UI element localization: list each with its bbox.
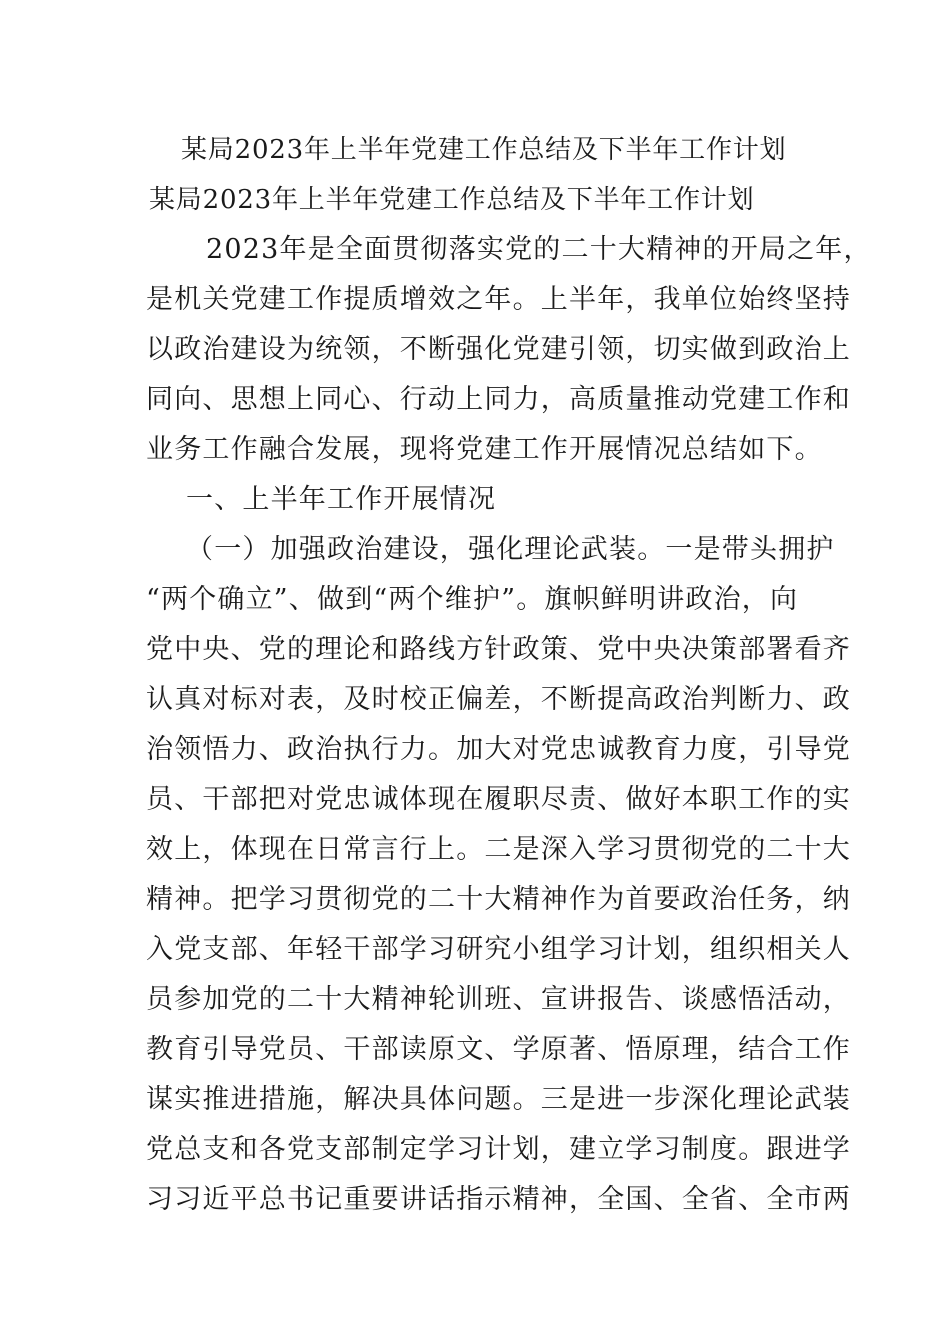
body-line: 党中央、党的理论和路线方针政策、党中央决策部署看齐: [146, 634, 851, 665]
body-line: 教育引导党员、干部读原文、学原著、悟原理，结合工作: [146, 1034, 851, 1065]
section-heading: 一、上半年工作开展情况: [186, 484, 497, 515]
body-line: 习习近平总书记重要讲话指示精神，全国、全省、全市两: [146, 1184, 851, 1215]
body-line: “两个确立”、做到“两个维护”。旗帜鲜明讲政治，向: [146, 584, 799, 615]
subsection-heading-line: （一）加强政治建设，强化理论武装。一是带头拥护: [186, 534, 835, 565]
document-title-line-1: 某局2023年上半年党建工作总结及下半年工作计划: [181, 135, 787, 165]
body-line: 是机关党建工作提质增效之年。上半年，我单位始终坚持: [146, 284, 851, 315]
body-line: 党总支和各党支部制定学习计划，建立学习制度。跟进学: [146, 1134, 851, 1165]
body-line: 入党支部、年轻干部学习研究小组学习计划，组织相关人: [146, 934, 851, 965]
body-line: 治领悟力、政治执行力。加大对党忠诚教育力度，引导党: [146, 734, 851, 765]
body-line: 认真对标对表，及时校正偏差，不断提高政治判断力、政: [146, 684, 851, 715]
body-line: 员、干部把对党忠诚体现在履职尽责、做好本职工作的实: [146, 784, 851, 815]
body-line: 员参加党的二十大精神轮训班、宣讲报告、谈感悟活动，: [146, 984, 851, 1015]
body-line: 2023年是全面贯彻落实党的二十大精神的开局之年，: [206, 234, 872, 265]
body-line: 以政治建设为统领，不断强化党建引领，切实做到政治上: [146, 334, 851, 365]
body-line: 业务工作融合发展，现将党建工作开展情况总结如下。: [146, 434, 823, 465]
body-line: 精神。把学习贯彻党的二十大精神作为首要政治任务，纳: [146, 884, 851, 915]
body-line: 效上，体现在日常言行上。二是深入学习贯彻党的二十大: [146, 834, 851, 865]
body-line: 谋实推进措施，解决具体问题。三是进一步深化理论武装: [146, 1084, 851, 1115]
body-line: 同向、思想上同心、行动上同力，高质量推动党建工作和: [146, 384, 851, 415]
document-title-line-2: 某局2023年上半年党建工作总结及下半年工作计划: [149, 185, 755, 215]
